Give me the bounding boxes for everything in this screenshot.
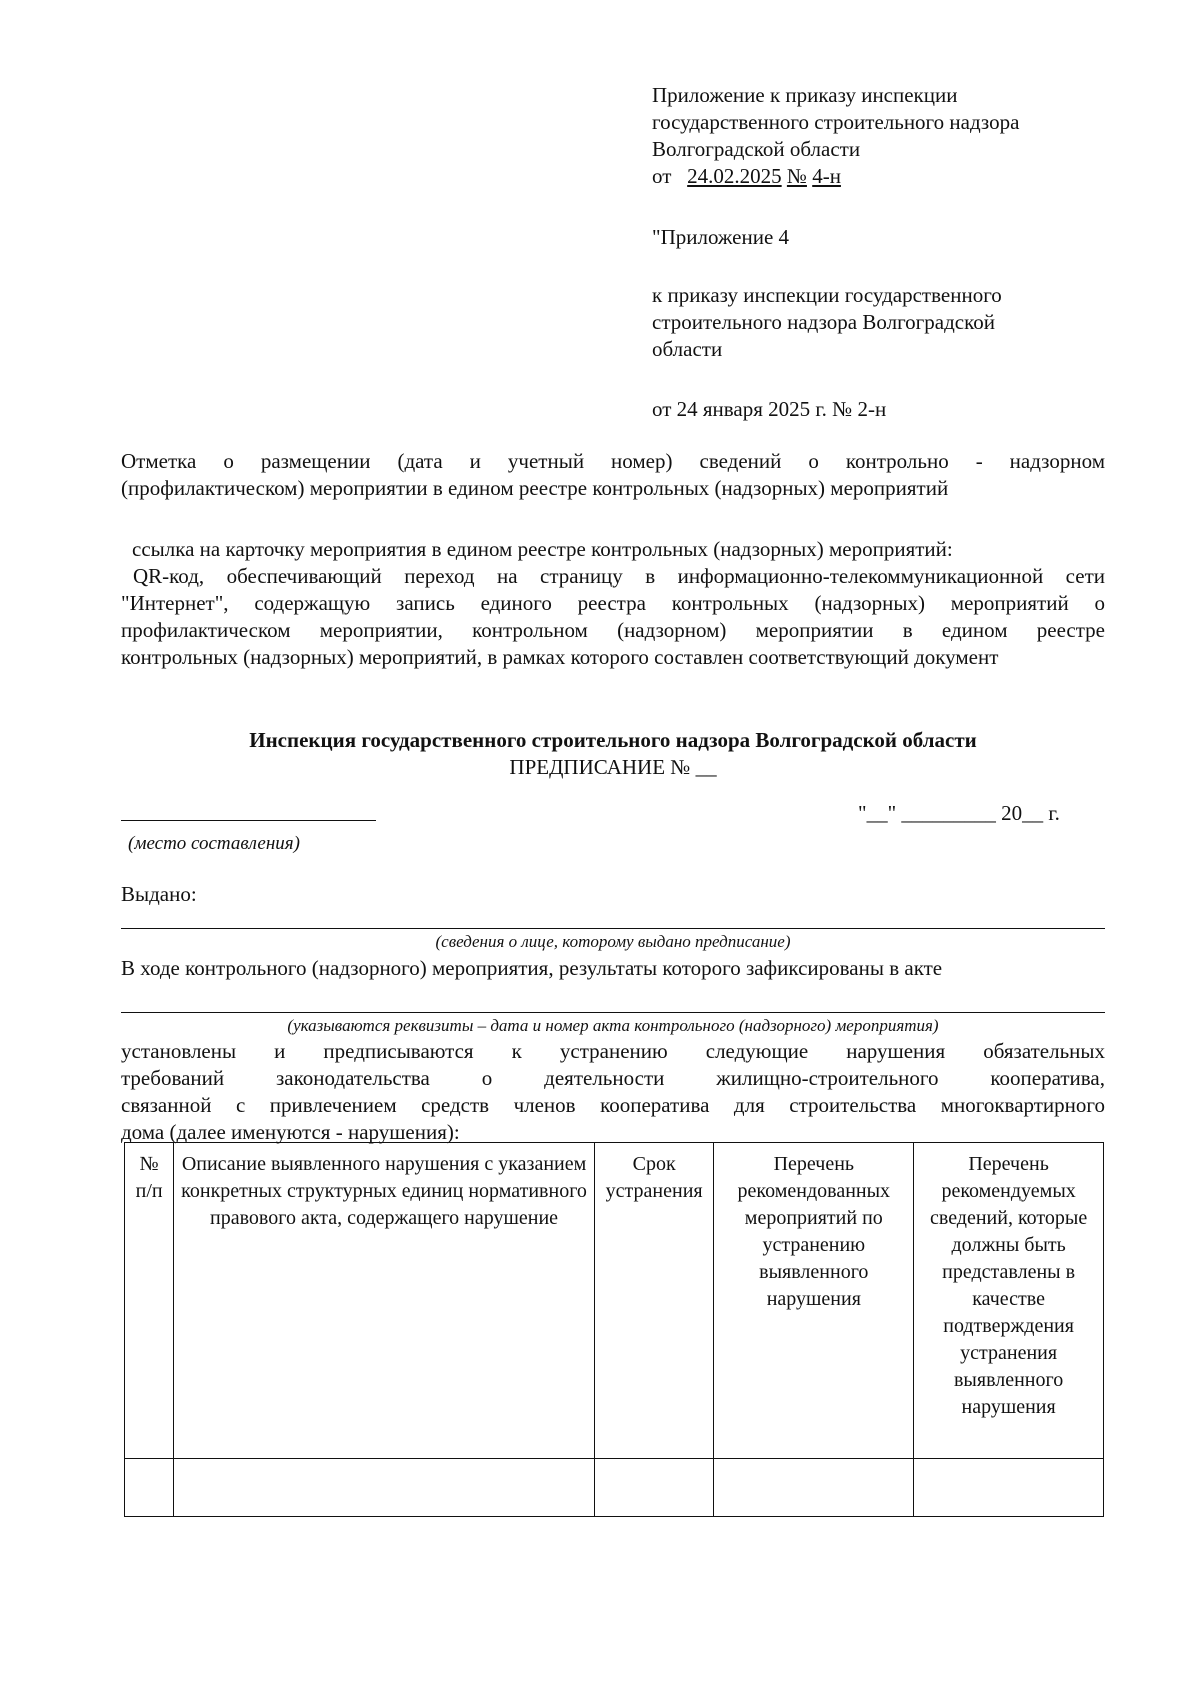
table-cell[interactable]	[714, 1459, 914, 1517]
order-date: 24.02.2025	[687, 164, 782, 188]
issued-caption: (сведения о лице, которому выдано предписание)	[435, 932, 791, 951]
table-header-row	[125, 1143, 1104, 1459]
date-field: "__" _________ 20__ г.	[858, 801, 1060, 825]
registry-link-line: ссылка на карточку мероприятия в едином реестре контрольных (надзорных) мероприятий:	[132, 537, 953, 561]
appendix-header	[652, 82, 1019, 190]
qr-description: QR-код, обеспечивающий переход на страницу в информационно-телекоммуникационной сети "Интернет", содержащую запись единого реестра контрольных (надзорных) мероприятий о профилактическом мероприятии, контрольном (надзорном) мероприятии в едином реестре контрольных (надзорных) мероприятий, в рамках которого составлен соответствующий документ	[121, 564, 1105, 669]
during-text: В ходе контрольного (надзорного) мероприятия, результаты которого зафиксированы в акте	[121, 956, 943, 980]
appendix4-title: "Приложение 4	[652, 225, 790, 249]
table-cell[interactable]	[594, 1459, 713, 1517]
table-cell[interactable]	[174, 1459, 595, 1517]
org-title: Инспекция государственного строительного надзора Волгоградской области	[249, 728, 977, 752]
act-caption: (указываются реквизиты – дата и номер акта контрольного (надзорного) мероприятия)	[287, 1016, 939, 1035]
order-ref: от 24.02.2025 № 4-н	[652, 164, 841, 188]
col-deadline: Срок устранения	[594, 1143, 713, 1459]
table-cell[interactable]	[914, 1459, 1104, 1517]
table-row	[125, 1459, 1104, 1517]
appendix4-ref: к приказу инспекции государственного строительного надзора Волгоградской области	[652, 283, 1002, 361]
col-measures: Перечень рекомендованных мероприятий по устранению выявленного нарушения	[714, 1143, 914, 1459]
col-evidence: Перечень рекомендуемых сведений, которые должны быть представлены в качестве подтверждения устранения выявленного нарушения	[914, 1143, 1104, 1459]
violations-intro: установлены и предписываются к устранению следующие нарушения обязательных требований законодательства о деятельности жилищно-строительного кооператива, связанной с привлечением средств членов кооператива для строительства многоквартирного дома (далее именуются - нарушения):	[121, 1039, 1105, 1144]
appendix-line: Приложение к приказу инспекции	[652, 83, 958, 107]
act-blank-line	[121, 1012, 1105, 1013]
place-blank-line	[121, 820, 376, 821]
col-number: № п/п	[125, 1143, 174, 1459]
appendix-line: Волгоградской области	[652, 137, 861, 161]
appendix-line: государственного строительного надзора	[652, 110, 1020, 134]
place-caption: (место составления)	[128, 833, 300, 854]
order-number: 4-н	[812, 164, 841, 188]
doc-title: ПРЕДПИСАНИЕ № __	[509, 755, 717, 779]
issued-label: Выдано:	[121, 882, 197, 906]
appendix4-date: от 24 января 2025 г. № 2-н	[652, 397, 887, 421]
table-cell[interactable]	[125, 1459, 174, 1517]
violations-table	[124, 1142, 1104, 1517]
registry-note: Отметка о размещении (дата и учетный номер) сведений о контрольно - надзорном (профилактическом) мероприятии в едином реестре контрольных (надзорных) мероприятий	[121, 449, 1105, 500]
col-description: Описание выявленного нарушения с указанием конкретных структурных единиц нормативного правового акта, содержащего нарушение	[174, 1143, 595, 1459]
issued-blank-line	[121, 928, 1105, 929]
